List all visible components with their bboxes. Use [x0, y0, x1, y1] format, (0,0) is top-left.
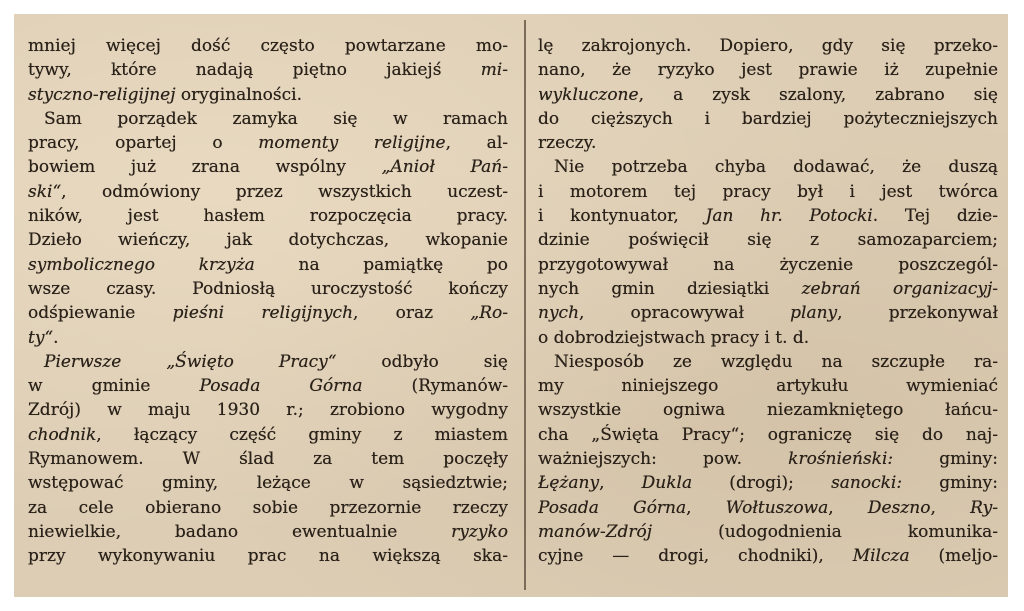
text-line: [28, 350, 508, 374]
text-run: Nie potrzeba chyba dodawać, że duszą: [554, 157, 998, 178]
italic-run: Jan hr. Potocki: [705, 206, 873, 227]
text-line: [538, 447, 998, 471]
text-line: [538, 326, 998, 350]
text-run: Dzieło wieńczy, jak dotychczas, wkopanie: [28, 230, 508, 251]
text-line: [28, 374, 508, 398]
italic-run: styczno-religijnej: [28, 84, 176, 105]
text-run: (udogodnienia komunika-: [652, 521, 998, 542]
text-run: na pamiątkę po: [254, 254, 508, 275]
italic-run: Ry-: [970, 497, 998, 518]
text-run: ,: [828, 497, 868, 518]
italic-run: zebrań organizacyj-: [801, 278, 998, 299]
text-line: [28, 131, 508, 155]
text-run: przy wykonywaniu prac na większą ska-: [28, 546, 508, 567]
italic-run: Posada Górna: [538, 497, 687, 518]
italic-run: Pierwsze „Święto Pracy“: [44, 351, 337, 372]
text-line: [28, 83, 508, 107]
text-run: gminy:: [902, 473, 998, 494]
text-line: [538, 301, 998, 325]
italic-run: manów-Zdrój: [538, 521, 653, 542]
text-run: rzeczy.: [538, 133, 597, 154]
text-line: [538, 204, 998, 228]
text-line: [28, 107, 508, 131]
text-run: mniej więcej dość często powtarzane mo-: [28, 36, 508, 56]
italic-run: wykluczone: [538, 84, 639, 105]
italic-run: ty“: [28, 327, 54, 348]
text-line: [28, 471, 508, 495]
italic-run: Dukla: [641, 473, 693, 494]
text-run: za cele obierano sobie przezornie rzeczy: [28, 497, 508, 518]
column-divider: [524, 20, 526, 590]
text-run: ważniejszych: pow.: [538, 449, 789, 470]
text-run: przygotowywał na życzenie poszczegól-: [538, 254, 998, 275]
text-run: my niniejszego artykułu wymieniać: [538, 376, 998, 397]
text-line: [538, 350, 998, 374]
newspaper-page: [14, 14, 1008, 597]
text-line: [28, 253, 508, 277]
text-line: [538, 34, 998, 58]
italic-run: momenty religijne: [258, 133, 446, 154]
text-run: ,: [930, 497, 971, 518]
text-run: , opracowywał: [579, 303, 791, 324]
text-run: w gminie: [28, 376, 200, 397]
text-line: [538, 180, 998, 204]
text-line: [28, 34, 508, 58]
text-run: (Rymanów-: [362, 376, 508, 397]
italic-run: Milcza: [852, 546, 910, 567]
text-run: gminy:: [893, 449, 998, 470]
text-run: lę zakrojonych. Dopiero, gdy się przeko-: [538, 36, 998, 56]
text-line: [28, 520, 508, 544]
text-line: [538, 83, 998, 107]
italic-run: ski“: [28, 181, 62, 202]
text-line: [538, 471, 998, 495]
italic-run: „Ro-: [470, 303, 508, 324]
text-run: bowiem już zrana wspólny: [28, 157, 382, 178]
text-run: wstępować gminy, leżące w sąsiedztwie;: [28, 473, 508, 494]
text-line: [28, 277, 508, 301]
text-line: [28, 423, 508, 447]
italic-run: Łężany: [538, 473, 600, 494]
text-run: wsze czasy. Podniosłą uroczystość kończy: [28, 278, 508, 299]
text-run: niewielkie, badano ewentualnie: [28, 521, 452, 542]
text-run: , oraz: [353, 303, 471, 324]
text-run: Niesposób ze względu na szczupłe ra-: [554, 351, 998, 372]
italic-run: pieśni religijnych: [172, 303, 354, 324]
text-run: i kontynuator,: [538, 206, 706, 227]
text-run: oryginalności.: [175, 84, 302, 105]
text-line: [538, 131, 998, 155]
text-line: [538, 277, 998, 301]
text-run: , odmówiony przez wszystkich uczest-: [61, 181, 508, 202]
text-run: .: [53, 327, 59, 348]
text-run: nych gmin dziesiątki: [538, 278, 802, 299]
text-line: [538, 520, 998, 544]
text-run: nano, że ryzyko jest prawie iż zupełnie: [538, 60, 998, 81]
text-line: [538, 496, 998, 520]
text-run: Sam porządek zamyka się w ramach: [44, 108, 508, 129]
text-line: [538, 544, 998, 568]
text-run: ,: [599, 473, 642, 494]
text-run: o dobrodziejstwach pracy i t. d.: [538, 327, 810, 348]
text-line: [28, 228, 508, 252]
italic-run: mi-: [480, 60, 508, 81]
text-line: [28, 326, 508, 350]
text-line: [28, 544, 508, 568]
text-line: [28, 204, 508, 228]
text-run: wszystkie ogniwa niezamkniętego łańcu-: [538, 400, 998, 421]
italic-run: plany: [790, 303, 838, 324]
text-line: [28, 58, 508, 82]
italic-run: nych: [538, 303, 580, 324]
text-run: , przekonywał: [837, 303, 998, 324]
text-line: [28, 447, 508, 471]
text-run: cha „Święta Pracy“; ograniczę się do naj-: [538, 424, 998, 445]
text-line: [538, 374, 998, 398]
text-run: odbyło się: [336, 351, 508, 372]
text-run: . Tej dzie-: [872, 206, 998, 227]
text-line: [28, 496, 508, 520]
text-line: [538, 398, 998, 422]
italic-run: „Anioł Pań-: [381, 157, 508, 178]
text-run: (meljo-: [909, 546, 998, 567]
text-run: Zdrój) w maju 1930 r.; zrobiono wygodny: [28, 400, 508, 421]
text-run: , a zysk szalony, zabrano się: [638, 84, 998, 105]
text-run: ników, jest hasłem rozpoczęcia pracy.: [28, 206, 508, 227]
text-run: dzinie poświęcił się z samozaparciem;: [538, 230, 998, 251]
text-run: ,: [686, 497, 726, 518]
italic-run: ryzyko: [451, 521, 508, 542]
italic-run: sanocki:: [831, 473, 903, 494]
text-line: [538, 228, 998, 252]
text-run: pracy, opartej o: [28, 133, 259, 154]
text-run: Rymanowem. W ślad za tem poczęły: [28, 449, 508, 470]
italic-run: Posada Górna: [199, 376, 363, 397]
right-column: [538, 34, 998, 569]
text-run: cyjne — drogi, chodniki),: [538, 546, 853, 567]
text-run: odśpiewanie: [28, 303, 173, 324]
text-line: [28, 155, 508, 179]
italic-run: chodnik: [28, 424, 97, 445]
italic-run: Deszno: [867, 497, 931, 518]
text-run: tywy, które nadają piętno jakiejś: [28, 60, 481, 81]
text-run: do cięższych i bardziej pożyteczniejszych: [538, 108, 998, 129]
text-line: [538, 155, 998, 179]
text-run: , al-: [445, 133, 508, 154]
text-line: [538, 107, 998, 131]
italic-run: Wołtuszowa: [725, 497, 829, 518]
text-line: [28, 301, 508, 325]
text-run: (drogi);: [692, 473, 832, 494]
text-line: [28, 180, 508, 204]
italic-run: symbolicznego krzyża: [28, 254, 255, 275]
text-line: [28, 398, 508, 422]
italic-run: krośnieński:: [788, 449, 894, 470]
text-line: [538, 58, 998, 82]
text-run: , łączący część gminy z miastem: [96, 424, 508, 445]
text-run: i motorem tej pracy był i jest twórca: [538, 181, 998, 202]
text-line: [538, 423, 998, 447]
left-column: [28, 34, 508, 569]
text-line: [538, 253, 998, 277]
